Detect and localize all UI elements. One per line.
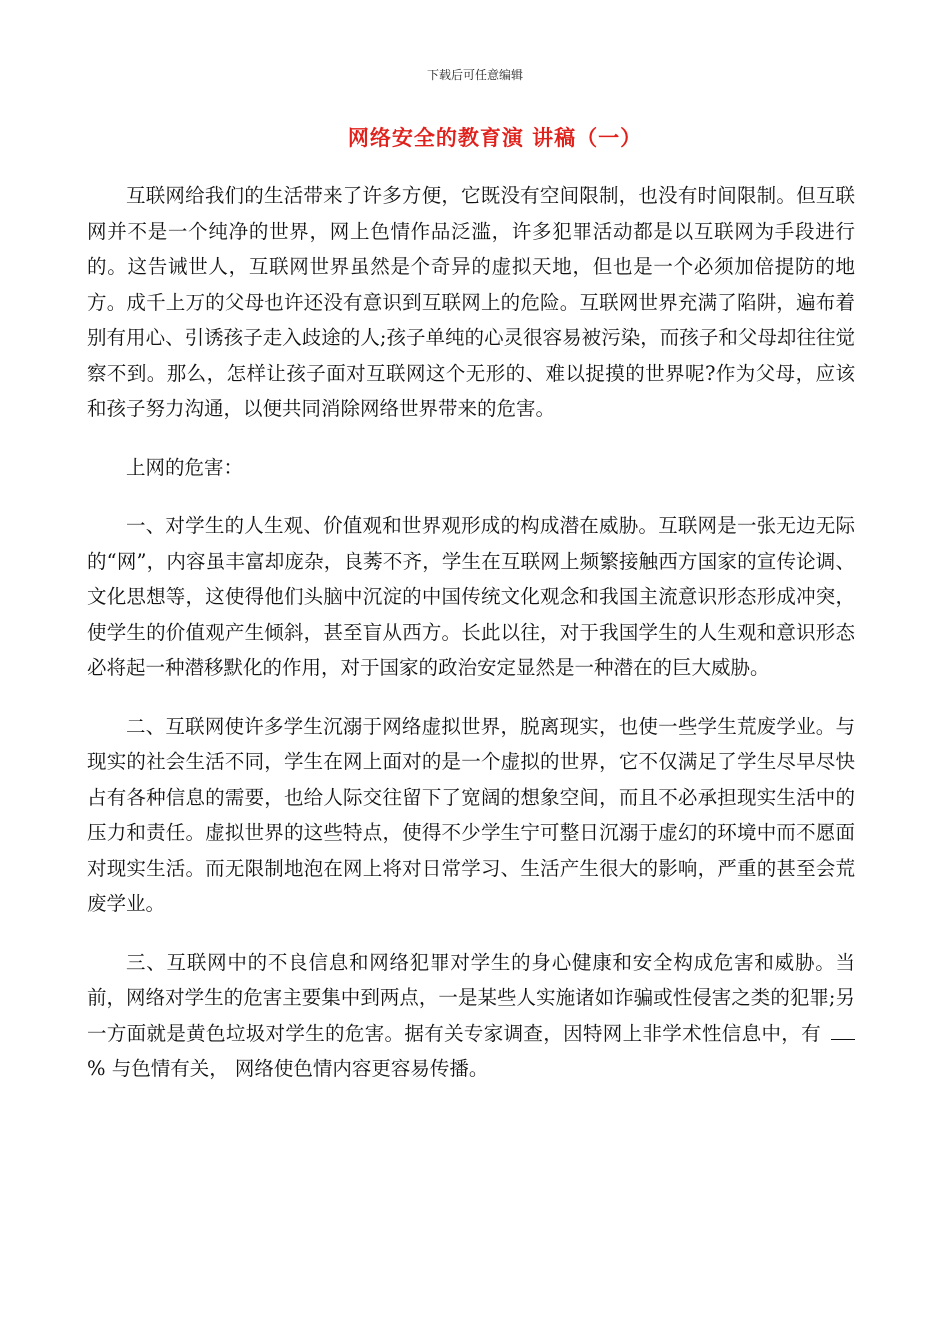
paragraph-section-heading: 上网的危害： bbox=[126, 455, 244, 479]
paragraph-harm-3 bbox=[87, 945, 855, 1087]
document-title: 网络安全的教育演 讲稿（一） bbox=[347, 125, 643, 150]
paragraph-harm-1: 一、对学生的人生观、价值观和世界观形成的构成潜在威胁。互联网是一张无边无际的“网”，内容虽丰富却庞杂，良莠不齐，学生在互联网上频繁接触西方国家的宣传论调、文化思想等，这使得他们头脑中沉淀的中国传统文化观念和我国主流意识形态形成冲突，使学生的价值观产生倾斜，甚至盲从西方。长此以往，对于我国学生的人生观和意识形态必将起一种潜移默化的作用，对于国家的政治安定显然是一种潜在的巨大威胁。 bbox=[87, 514, 855, 679]
paragraph-harm-2: 二、互联网使许多学生沉溺于网络虚拟世界，脱离现实，也使一些学生荒废学业。与现实的社会生活不同，学生在网上面对的是一个虚拟的世界，它不仅满足了学生尽早尽快占有各种信息的需要，也给人际交往留下了宽阔的想象空间，而且不必承担现实生活中的压力和责任。虚拟世界的这些特点，使得不少学生宁可整日沉溺于虚幻的环境中而不愿面对现实生活。而无限制地泡在网上将对日常学习、生活产生很大的影响，严重的甚至会荒废学业。 bbox=[87, 714, 855, 915]
fill-in-blank bbox=[831, 1021, 855, 1040]
document-body bbox=[87, 178, 855, 1087]
harm-3-text-after-blank: % 与色情有关， 网络使色情内容更容易传播。 bbox=[87, 1057, 489, 1080]
paragraph-intro: 互联网给我们的生活带来了许多方便，它既没有空间限制，也没有时间限制。但互联网并不是一个纯净的世界，网上色情作品泛滥，许多犯罪活动都是以互联网为手段进行的。这告诫世人，互联网世界虽然是个奇异的虚拟天地，但也是一个必须加倍提防的地方。成千上万的父母也许还没有意识到互联网上的危险。互联网世界充满了陷阱，遍布着别有用心、引诱孩子走入歧途的人;孩子单纯的心灵很容易被污染，而孩子和父母却往往觉察不到。那么，怎样让孩子面对互联网这个无形的、难以捉摸的世界呢?作为父母，应该和孩子努力沟通，以便共同消除网络世界带来的危害。 bbox=[87, 184, 855, 420]
harm-3-text: 三、互联网中的不良信息和网络犯罪对学生的身心健康和安全构成危害和威胁。当前，网络对学生的危害主要集中到两点，一是某些人实施诸如诈骗或性侵害之类的犯罪;另一方面就是黄色垃圾对学生的危害。据有关专家调查，因特网上非学术性信息中，有 bbox=[87, 950, 855, 1045]
header-note: 下载后可任意编辑 bbox=[426, 68, 523, 82]
